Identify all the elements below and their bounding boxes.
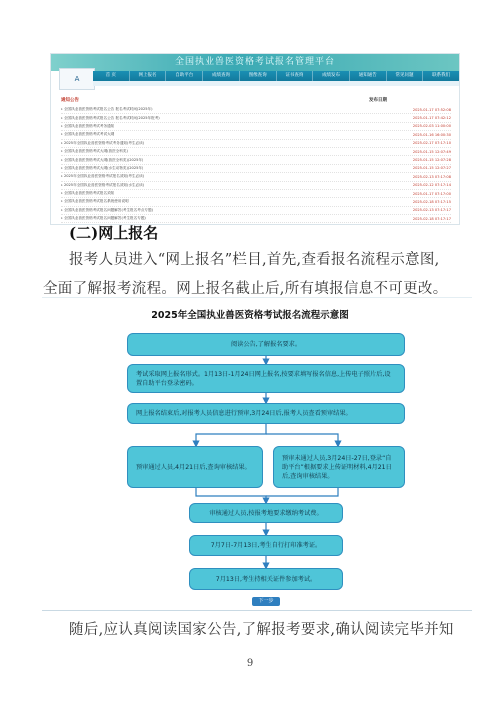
nav-strip — [93, 81, 459, 86]
nav-home[interactable]: 首 页 — [93, 71, 130, 81]
notice-link[interactable]: ▸ 2025年全国执业兽医资格考试报名须知(考生必读) — [61, 174, 144, 179]
notice-row[interactable] — [61, 156, 451, 164]
notice-link[interactable]: ▸ 2025年全国执业兽医资格考试报名须知(水生必读) — [61, 183, 144, 188]
notice-date: 2025-01-15 12:07:49 — [412, 149, 451, 154]
notice-date: 2025-01-17 07:42:12 — [412, 116, 451, 121]
notice-link[interactable]: ▸ 全国执业兽医资格考试大纲(兽医全科类)(2025年) — [61, 158, 143, 163]
notice-link[interactable]: ▸ 全国执业兽医资格考试大纲(兽医全科类) — [61, 149, 128, 154]
flow-step-online-registration: 考试采取网上报名形式。1月13日-1月24日网上报名,按要求填写报名信息,上传电子照片后,设置自助平台登录密码。 — [127, 364, 405, 393]
notice-date: 2025-02-03 11:00:00 — [412, 124, 451, 129]
notice-row[interactable] — [61, 114, 451, 122]
notice-row[interactable] — [61, 198, 451, 206]
section-heading: (二)网上报名 — [69, 224, 159, 242]
nav-contact[interactable]: 联系我们 — [432, 73, 451, 78]
paragraph-line: 全面了解报考流程。网上报名截止后,所有填报信息不可更改。 — [43, 281, 448, 297]
notice-date-header: 发布日期 — [369, 98, 387, 103]
nav-score-release[interactable]: 成绩发布 — [313, 71, 350, 81]
notice-link[interactable]: ▸ 全国执业兽医资格考试大纲(水生动物类)(2025年) — [61, 166, 143, 171]
notice-link[interactable]: ▸ 全国执业兽医资格考试考试大纲 — [61, 132, 114, 137]
flow-step-pre-review-failed: 预审未通过人员,3月24日-27日,登录“自助平台”根据要求上传证明材料,4月21日后,查询审核结果。 — [273, 446, 405, 488]
nav-score-query[interactable]: 成绩查询 — [203, 71, 240, 81]
flow-step-pre-review-passed: 预审通过人员,4月21日后,查询审核结果。 — [127, 446, 263, 488]
nav-online-registration[interactable]: 网上报名 — [130, 71, 167, 81]
flow-step-pre-review: 网上报名结束后,对报考人员信息进行预审,3月24日后,报考人员查看预审结果。 — [127, 403, 405, 424]
notice-list — [61, 106, 451, 225]
notice-row[interactable] — [61, 106, 451, 114]
notice-date: 2025-01-17 07:17:00 — [412, 191, 451, 196]
flow-step-pay-fee: 审核通过人员,按报考地要求缴纳考试费。 — [189, 503, 343, 523]
flow-step-print-ticket: 7月7日-7月13日,考生自行打印准考证。 — [189, 535, 343, 556]
notice-date: 2025-01-15 12:07:28 — [412, 158, 451, 163]
notice-link[interactable]: ▸ 全国执业兽医资格考试考务通知 — [61, 124, 114, 129]
notice-row[interactable] — [61, 131, 451, 139]
flow-step-take-exam: 7月13日,考生持相关证件参加考试。 — [189, 568, 343, 590]
arrow-branch-merge-right — [266, 488, 338, 496]
site-nav — [93, 71, 459, 81]
notice-link[interactable]: ▸ 全国执业兽医资格考试报名问题解答(考生报名考点专题) — [61, 208, 153, 213]
notice-row[interactable] — [61, 190, 451, 198]
notice-row[interactable] — [61, 165, 451, 173]
notice-date: 2025-02-13 07:17:17 — [412, 208, 451, 213]
paragraph-line: 报考人员进入“网上报名”栏目,首先,查看报名流程示意图, — [69, 252, 440, 268]
notice-link[interactable]: ▸ 全国执业兽医资格考试报名系统使用说明 — [61, 199, 129, 204]
arrow-branch-merge — [196, 488, 266, 501]
notice-row[interactable] — [61, 123, 451, 131]
notice-date: 2025-01-15 12:07:27 — [412, 166, 451, 171]
notice-date: 2025-01-16 16:00:30 — [412, 132, 451, 137]
notice-date: 2025-02-18 07:17:15 — [412, 199, 451, 204]
arrow-step3-branch-right — [266, 434, 338, 444]
notice-link[interactable]: ▸ 全国执业兽医资格考试报名问题解答(考生报名专题) — [61, 216, 146, 221]
notice-row[interactable] — [61, 148, 451, 156]
notice-row[interactable] — [61, 140, 451, 148]
notice-row[interactable] — [61, 207, 451, 215]
nav-faq[interactable]: 常见问题 — [387, 71, 424, 81]
notice-link[interactable]: ▸ 全国执业兽医资格考试报名公告 报名考试时间(2025年) — [61, 107, 153, 112]
notice-date: 2025-01-17 07:52:08 — [412, 107, 451, 112]
paragraph-line: 随后,应认真阅读国家公告,了解报考要求,确认阅读完毕并知 — [69, 622, 454, 638]
divider — [42, 297, 472, 298]
notice-row[interactable] — [61, 173, 451, 181]
notice-link[interactable]: ▸ 全国执业兽医资格考试报名公告 报名考试时间(2025年报考) — [61, 116, 160, 121]
divider — [42, 610, 472, 611]
page-number: 9 — [246, 658, 254, 669]
notice-date: 2025-02-18 07:17:17 — [412, 216, 451, 221]
notice-date: 2025-02-12 07:17:14 — [412, 183, 451, 188]
nav-self-service[interactable]: 自助平台 — [166, 71, 203, 81]
website-screenshot — [50, 53, 460, 225]
site-logo: A — [59, 68, 95, 90]
flowchart-title: 2025年全国执业兽医资格考试报名流程示意图 — [151, 310, 349, 321]
site-title: 全国执业兽医资格考试报名管理平台 — [174, 57, 335, 67]
next-step-button[interactable]: 下一步 — [252, 597, 280, 606]
nav-image-query[interactable]: 图像查询 — [240, 71, 277, 81]
flow-step-read-notice: 阅读公告,了解报名要求。 — [127, 333, 405, 356]
notice-date: 2025-02-13 07:17:08 — [412, 174, 451, 179]
notice-link[interactable]: ▸ 2025年全国执业兽医资格考试考务通知(考生必读) — [61, 141, 144, 146]
notice-section-title: 通知公告 — [61, 98, 79, 103]
nav-notices[interactable]: 通知通告 — [350, 71, 387, 81]
arrow-step3-branch — [196, 424, 266, 444]
notice-date: 2025-02-17 07:17:10 — [412, 141, 451, 146]
notice-row[interactable] — [61, 182, 451, 190]
nav-certificate-query[interactable]: 证书查询 — [277, 71, 314, 81]
notice-link[interactable]: ▸ 全国执业兽医资格考试报名须知 — [61, 191, 114, 196]
